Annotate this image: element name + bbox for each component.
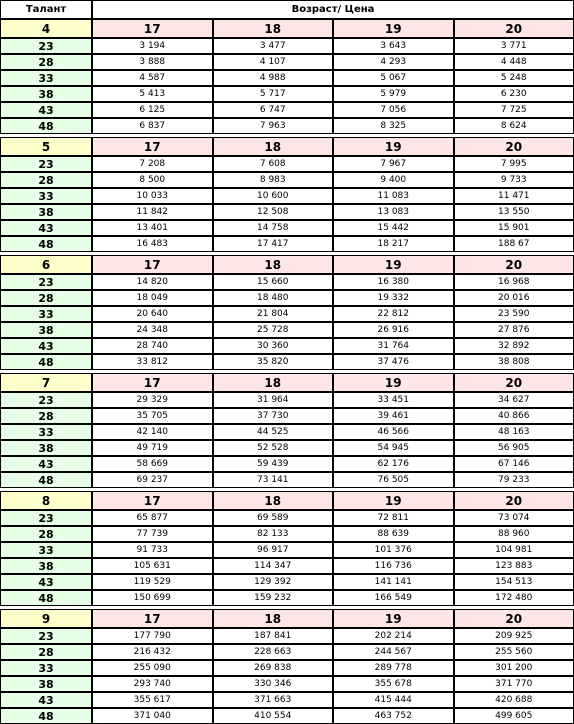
talent-cell: 23 xyxy=(0,510,92,526)
price-cell: 7 608 xyxy=(213,156,334,172)
price-cell: 22 812 xyxy=(333,306,454,322)
table-row xyxy=(0,54,574,70)
table-row xyxy=(0,408,574,424)
age-header-cell: 19 xyxy=(333,491,454,510)
price-cell: 105 631 xyxy=(92,558,213,574)
age-header-cell: 19 xyxy=(333,609,454,628)
table-row xyxy=(0,472,574,488)
age-header-cell: 17 xyxy=(92,255,213,274)
talent-cell: 48 xyxy=(0,236,92,252)
group-talent-cell: 8 xyxy=(0,491,92,510)
price-cell: 69 589 xyxy=(213,510,334,526)
talent-cell: 28 xyxy=(0,526,92,542)
group-talent-cell: 6 xyxy=(0,255,92,274)
price-cell: 101 376 xyxy=(333,542,454,558)
price-cell: 39 461 xyxy=(333,408,454,424)
price-cell: 159 232 xyxy=(213,590,334,606)
price-cell: 3 771 xyxy=(454,38,574,54)
price-cell: 187 841 xyxy=(213,628,334,644)
price-cell: 129 392 xyxy=(213,574,334,590)
talent-cell: 28 xyxy=(0,54,92,70)
price-cell: 69 237 xyxy=(92,472,213,488)
price-cell: 5 979 xyxy=(333,86,454,102)
price-cell: 46 566 xyxy=(333,424,454,440)
price-cell: 65 877 xyxy=(92,510,213,526)
talent-cell: 33 xyxy=(0,542,92,558)
price-cell: 40 866 xyxy=(454,408,574,424)
price-cell: 371 770 xyxy=(454,676,574,692)
table-row xyxy=(0,236,574,252)
price-cell: 3 477 xyxy=(213,38,334,54)
table-row xyxy=(0,274,574,290)
price-cell: 24 348 xyxy=(92,322,213,338)
talent-cell: 43 xyxy=(0,574,92,590)
age-header-cell: 20 xyxy=(454,19,574,38)
price-cell: 15 901 xyxy=(454,220,574,236)
price-cell: 355 678 xyxy=(333,676,454,692)
group-header-row xyxy=(0,609,574,628)
age-header-cell: 19 xyxy=(333,373,454,392)
age-header-cell: 18 xyxy=(213,373,334,392)
table-row xyxy=(0,542,574,558)
price-cell: 73 141 xyxy=(213,472,334,488)
price-cell: 62 176 xyxy=(333,456,454,472)
group-talent-cell: 7 xyxy=(0,373,92,392)
price-cell: 13 550 xyxy=(454,204,574,220)
table-row xyxy=(0,708,574,724)
price-cell: 5 413 xyxy=(92,86,213,102)
table-row xyxy=(0,692,574,708)
table-row xyxy=(0,86,574,102)
price-cell: 415 444 xyxy=(333,692,454,708)
price-cell: 4 448 xyxy=(454,54,574,70)
talent-cell: 38 xyxy=(0,676,92,692)
price-cell: 3 194 xyxy=(92,38,213,54)
talent-cell: 43 xyxy=(0,692,92,708)
price-cell: 154 513 xyxy=(454,574,574,590)
table-row xyxy=(0,338,574,354)
price-cell: 19 332 xyxy=(333,290,454,306)
price-cell: 13 083 xyxy=(333,204,454,220)
talent-cell: 33 xyxy=(0,306,92,322)
age-header-cell: 18 xyxy=(213,491,334,510)
talent-cell: 38 xyxy=(0,440,92,456)
price-cell: 35 820 xyxy=(213,354,334,370)
group-talent-cell: 9 xyxy=(0,609,92,628)
price-cell: 123 883 xyxy=(454,558,574,574)
price-cell: 16 380 xyxy=(333,274,454,290)
age-header-cell: 18 xyxy=(213,19,334,38)
price-cell: 301 200 xyxy=(454,660,574,676)
price-cell: 12 508 xyxy=(213,204,334,220)
talent-cell: 23 xyxy=(0,392,92,408)
talent-cell: 43 xyxy=(0,220,92,236)
talent-cell: 23 xyxy=(0,156,92,172)
table-row xyxy=(0,220,574,236)
price-cell: 76 505 xyxy=(333,472,454,488)
price-cell: 33 451 xyxy=(333,392,454,408)
price-cell: 18 217 xyxy=(333,236,454,252)
header-row xyxy=(0,0,574,19)
price-cell: 32 892 xyxy=(454,338,574,354)
price-cell: 150 699 xyxy=(92,590,213,606)
price-cell: 9 400 xyxy=(333,172,454,188)
price-cell: 10 600 xyxy=(213,188,334,204)
price-cell: 23 590 xyxy=(454,306,574,322)
age-header-cell: 17 xyxy=(92,19,213,38)
table-row xyxy=(0,510,574,526)
price-cell: 26 916 xyxy=(333,322,454,338)
table-row xyxy=(0,456,574,472)
price-cell: 244 567 xyxy=(333,644,454,660)
table-row xyxy=(0,306,574,322)
price-cell: 6 747 xyxy=(213,102,334,118)
price-cell: 410 554 xyxy=(213,708,334,724)
price-cell: 7 995 xyxy=(454,156,574,172)
group-header-row xyxy=(0,373,574,392)
price-cell: 116 736 xyxy=(333,558,454,574)
price-cell: 3 643 xyxy=(333,38,454,54)
age-header-cell: 18 xyxy=(213,609,334,628)
table-row xyxy=(0,156,574,172)
age-price-header: Возраст/ Цена xyxy=(92,0,574,19)
price-cell: 5 067 xyxy=(333,70,454,86)
talent-cell: 43 xyxy=(0,338,92,354)
table-row xyxy=(0,172,574,188)
price-cell: 177 790 xyxy=(92,628,213,644)
table-row xyxy=(0,424,574,440)
talent-cell: 23 xyxy=(0,274,92,290)
price-cell: 48 163 xyxy=(454,424,574,440)
price-cell: 13 401 xyxy=(92,220,213,236)
price-cell: 73 074 xyxy=(454,510,574,526)
talent-cell: 28 xyxy=(0,408,92,424)
price-cell: 114 347 xyxy=(213,558,334,574)
price-cell: 20 640 xyxy=(92,306,213,322)
price-cell: 141 141 xyxy=(333,574,454,590)
table-row xyxy=(0,102,574,118)
price-cell: 59 439 xyxy=(213,456,334,472)
talent-cell: 48 xyxy=(0,590,92,606)
age-header-cell: 20 xyxy=(454,137,574,156)
price-cell: 38 808 xyxy=(454,354,574,370)
table-row xyxy=(0,574,574,590)
table-row xyxy=(0,676,574,692)
table-row xyxy=(0,644,574,660)
price-cell: 4 293 xyxy=(333,54,454,70)
talent-cell: 38 xyxy=(0,204,92,220)
talent-cell: 23 xyxy=(0,38,92,54)
price-cell: 58 669 xyxy=(92,456,213,472)
age-header-cell: 17 xyxy=(92,609,213,628)
table-body xyxy=(0,19,574,724)
price-cell: 3 888 xyxy=(92,54,213,70)
price-cell: 67 146 xyxy=(454,456,574,472)
table-row xyxy=(0,660,574,676)
price-cell: 10 033 xyxy=(92,188,213,204)
price-cell: 28 740 xyxy=(92,338,213,354)
price-cell: 4 587 xyxy=(92,70,213,86)
price-cell: 463 752 xyxy=(333,708,454,724)
talent-cell: 23 xyxy=(0,628,92,644)
price-cell: 269 838 xyxy=(213,660,334,676)
price-cell: 33 812 xyxy=(92,354,213,370)
price-cell: 27 876 xyxy=(454,322,574,338)
price-cell: 355 617 xyxy=(92,692,213,708)
price-cell: 11 842 xyxy=(92,204,213,220)
talent-cell: 43 xyxy=(0,456,92,472)
price-cell: 255 560 xyxy=(454,644,574,660)
group-header-row xyxy=(0,491,574,510)
price-cell: 172 480 xyxy=(454,590,574,606)
price-cell: 16 483 xyxy=(92,236,213,252)
price-cell: 289 778 xyxy=(333,660,454,676)
age-header-cell: 20 xyxy=(454,373,574,392)
talent-cell: 28 xyxy=(0,290,92,306)
price-cell: 88 960 xyxy=(454,526,574,542)
price-cell: 5 248 xyxy=(454,70,574,86)
price-cell: 18 049 xyxy=(92,290,213,306)
table-row xyxy=(0,440,574,456)
price-cell: 255 090 xyxy=(92,660,213,676)
price-cell: 82 133 xyxy=(213,526,334,542)
price-cell: 499 605 xyxy=(454,708,574,724)
price-cell: 31 964 xyxy=(213,392,334,408)
price-cell: 209 925 xyxy=(454,628,574,644)
price-cell: 228 663 xyxy=(213,644,334,660)
talent-cell: 43 xyxy=(0,102,92,118)
price-cell: 77 739 xyxy=(92,526,213,542)
table-row xyxy=(0,558,574,574)
talent-cell: 33 xyxy=(0,424,92,440)
price-cell: 79 233 xyxy=(454,472,574,488)
price-cell: 371 040 xyxy=(92,708,213,724)
price-cell: 188 67 xyxy=(454,236,574,252)
price-cell: 25 728 xyxy=(213,322,334,338)
price-cell: 37 476 xyxy=(333,354,454,370)
group-header-row xyxy=(0,137,574,156)
table-row xyxy=(0,204,574,220)
price-cell: 6 230 xyxy=(454,86,574,102)
price-cell: 54 945 xyxy=(333,440,454,456)
price-cell: 42 140 xyxy=(92,424,213,440)
table-row xyxy=(0,322,574,338)
table-row xyxy=(0,354,574,370)
price-cell: 9 733 xyxy=(454,172,574,188)
price-cell: 11 471 xyxy=(454,188,574,204)
price-cell: 17 417 xyxy=(213,236,334,252)
price-cell: 44 525 xyxy=(213,424,334,440)
table-row xyxy=(0,38,574,54)
price-cell: 37 730 xyxy=(213,408,334,424)
talent-cell: 48 xyxy=(0,708,92,724)
price-cell: 72 811 xyxy=(333,510,454,526)
price-cell: 7 967 xyxy=(333,156,454,172)
age-header-cell: 19 xyxy=(333,137,454,156)
price-cell: 371 663 xyxy=(213,692,334,708)
table-row xyxy=(0,526,574,542)
price-cell: 293 740 xyxy=(92,676,213,692)
age-header-cell: 20 xyxy=(454,609,574,628)
price-cell: 7 963 xyxy=(213,118,334,134)
talent-header: Талант xyxy=(0,0,92,19)
price-cell: 14 758 xyxy=(213,220,334,236)
price-cell: 15 442 xyxy=(333,220,454,236)
price-cell: 8 624 xyxy=(454,118,574,134)
table-row xyxy=(0,70,574,86)
talent-cell: 28 xyxy=(0,172,92,188)
price-cell: 104 981 xyxy=(454,542,574,558)
age-header-cell: 17 xyxy=(92,491,213,510)
age-header-cell: 19 xyxy=(333,19,454,38)
talent-cell: 33 xyxy=(0,188,92,204)
price-cell: 8 500 xyxy=(92,172,213,188)
price-cell: 6 837 xyxy=(92,118,213,134)
price-cell: 420 688 xyxy=(454,692,574,708)
talent-cell: 48 xyxy=(0,472,92,488)
table-row xyxy=(0,628,574,644)
talent-cell: 33 xyxy=(0,660,92,676)
price-cell: 202 214 xyxy=(333,628,454,644)
age-header-cell: 18 xyxy=(213,255,334,274)
talent-cell: 48 xyxy=(0,354,92,370)
table-row xyxy=(0,290,574,306)
price-cell: 330 346 xyxy=(213,676,334,692)
table-row xyxy=(0,590,574,606)
age-header-cell: 17 xyxy=(92,137,213,156)
price-cell: 30 360 xyxy=(213,338,334,354)
price-cell: 96 917 xyxy=(213,542,334,558)
talent-cell: 28 xyxy=(0,644,92,660)
price-cell: 91 733 xyxy=(92,542,213,558)
age-header-cell: 20 xyxy=(454,255,574,274)
price-cell: 29 329 xyxy=(92,392,213,408)
talent-cell: 38 xyxy=(0,558,92,574)
price-cell: 56 905 xyxy=(454,440,574,456)
age-header-cell: 19 xyxy=(333,255,454,274)
talent-cell: 48 xyxy=(0,118,92,134)
price-cell: 18 480 xyxy=(213,290,334,306)
price-cell: 21 804 xyxy=(213,306,334,322)
group-header-row xyxy=(0,19,574,38)
price-cell: 15 660 xyxy=(213,274,334,290)
price-cell: 88 639 xyxy=(333,526,454,542)
age-header-cell: 20 xyxy=(454,491,574,510)
price-cell: 8 983 xyxy=(213,172,334,188)
group-header-row xyxy=(0,255,574,274)
price-cell: 7 056 xyxy=(333,102,454,118)
price-cell: 35 705 xyxy=(92,408,213,424)
price-cell: 7 208 xyxy=(92,156,213,172)
price-cell: 11 083 xyxy=(333,188,454,204)
price-cell: 4 107 xyxy=(213,54,334,70)
price-cell: 20 016 xyxy=(454,290,574,306)
price-cell: 52 528 xyxy=(213,440,334,456)
group-talent-cell: 5 xyxy=(0,137,92,156)
price-cell: 216 432 xyxy=(92,644,213,660)
age-header-cell: 18 xyxy=(213,137,334,156)
price-cell: 7 725 xyxy=(454,102,574,118)
age-header-cell: 17 xyxy=(92,373,213,392)
talent-cell: 38 xyxy=(0,322,92,338)
price-cell: 166 549 xyxy=(333,590,454,606)
table-row xyxy=(0,118,574,134)
price-cell: 8 325 xyxy=(333,118,454,134)
table-row xyxy=(0,188,574,204)
table-row xyxy=(0,392,574,408)
price-cell: 4 988 xyxy=(213,70,334,86)
price-cell: 6 125 xyxy=(92,102,213,118)
talent-cell: 38 xyxy=(0,86,92,102)
price-cell: 34 627 xyxy=(454,392,574,408)
price-cell: 16 968 xyxy=(454,274,574,290)
talent-cell: 33 xyxy=(0,70,92,86)
price-cell: 119 529 xyxy=(92,574,213,590)
group-talent-cell: 4 xyxy=(0,19,92,38)
price-cell: 49 719 xyxy=(92,440,213,456)
price-cell: 5 717 xyxy=(213,86,334,102)
price-cell: 31 764 xyxy=(333,338,454,354)
price-cell: 14 820 xyxy=(92,274,213,290)
